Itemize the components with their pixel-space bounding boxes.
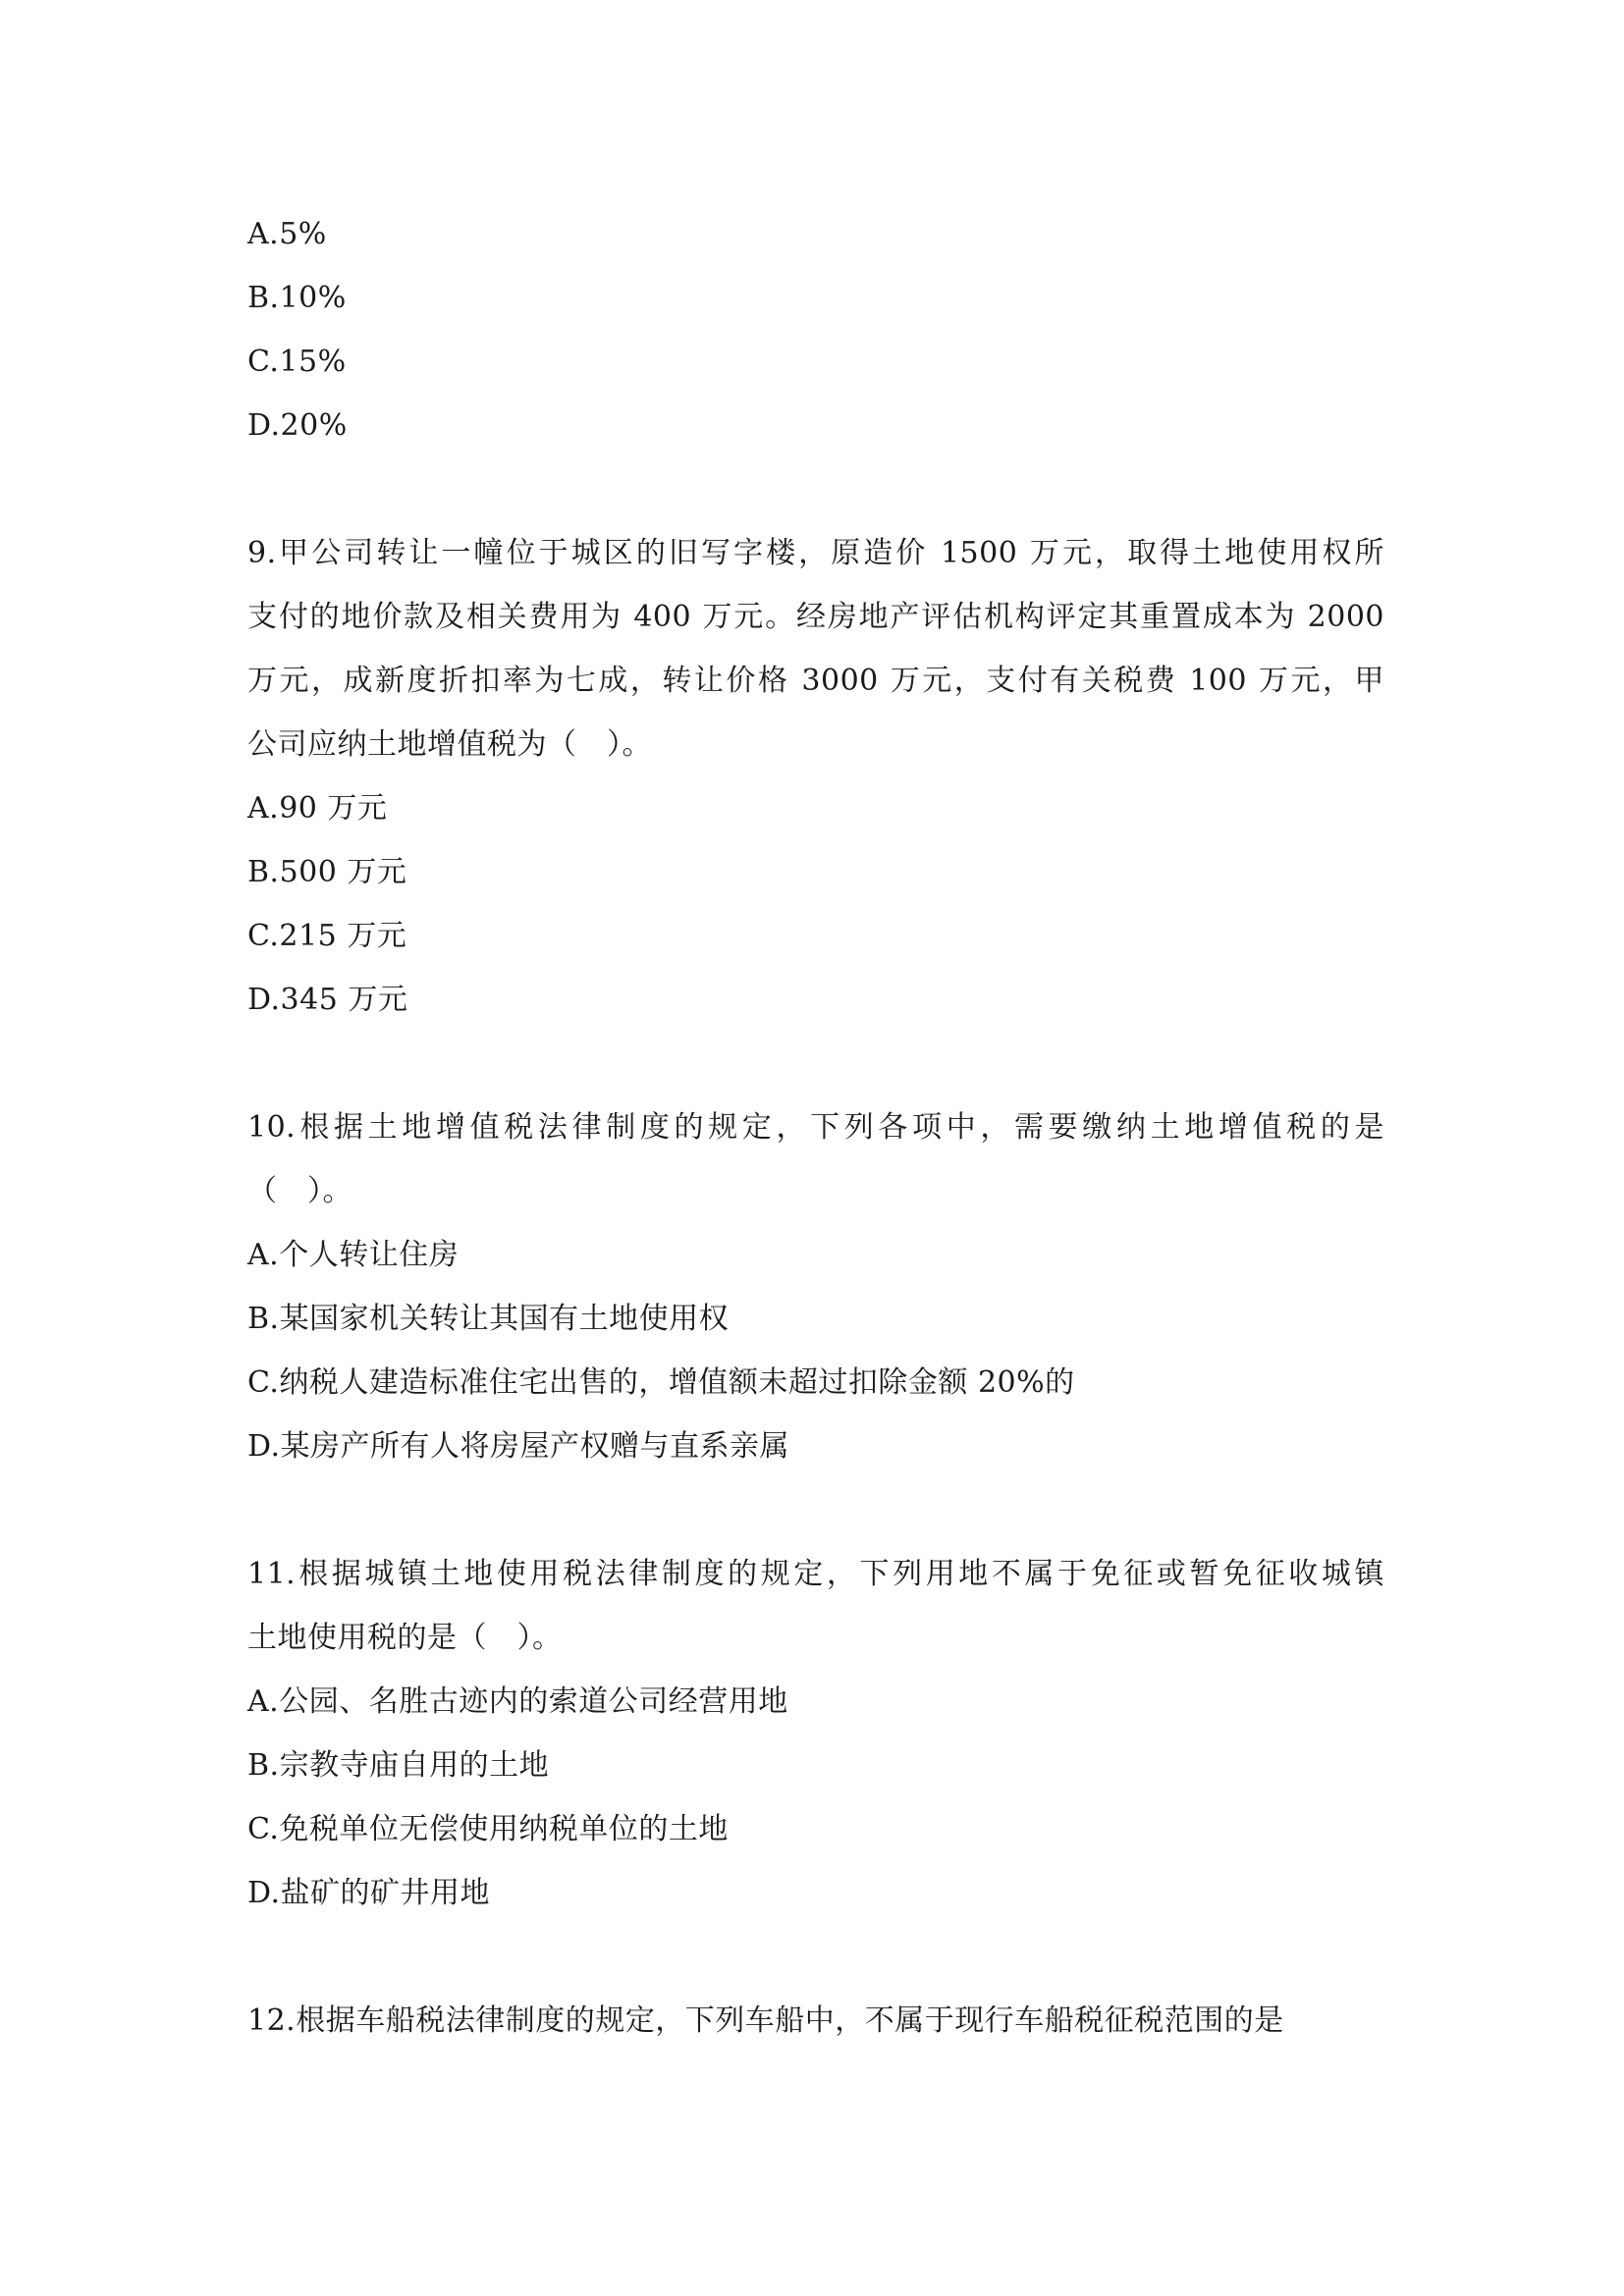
question-stem-line: 万元，成新度折扣率为七成，转让价格 3000 万元，支付有关税费 100 万元，甲 [247, 664, 1384, 698]
answer-options [247, 1670, 1384, 1925]
question-stem [247, 521, 1384, 776]
answer-option: C.免税单位无偿使用纳税单位的土地 [247, 1812, 729, 1846]
question-block [247, 1989, 1384, 2053]
options-block [247, 202, 1384, 457]
answer-options [247, 776, 1384, 1032]
answer-options [247, 1223, 1384, 1478]
question-stem-line: 支付的地价款及相关费用为 400 万元。经房地产评估机构评定其重置成本为 2000 [247, 600, 1384, 634]
answer-options [247, 202, 1384, 457]
question-stem-line: 12.根据车船税法律制度的规定，下列车船中，不属于现行车船税征税范围的是 [247, 2003, 1284, 2038]
answer-option: D.20% [247, 408, 348, 443]
answer-option: D.盐矿的矿井用地 [247, 1876, 491, 1910]
question-spacer [247, 1478, 1384, 1542]
question-stem-line: （ ）。 [247, 1174, 352, 1208]
answer-option: C.215 万元 [247, 919, 407, 953]
answer-option: A.5% [247, 217, 327, 251]
answer-option: A.90 万元 [247, 791, 388, 826]
answer-option: A.公园、名胜古迹内的索道公司经营用地 [247, 1684, 788, 1719]
answer-option: B.宗教寺庙自用的土地 [247, 1748, 550, 1783]
answer-option: B.某国家机关转让其国有土地使用权 [247, 1302, 730, 1336]
answer-option: B.500 万元 [247, 855, 407, 889]
question-stem [247, 1542, 1384, 1670]
question-block [247, 521, 1384, 1032]
answer-option: D.某房产所有人将房屋产权赠与直系亲属 [247, 1429, 790, 1464]
question-stem-line: 9.甲公司转让一幢位于城区的旧写字楼，原造价 1500 万元，取得土地使用权所 [247, 536, 1384, 570]
answer-option: C.纳税人建造标准住宅出售的，增值额未超过扣除金额 20%的 [247, 1365, 1075, 1400]
question-stem [247, 1989, 1384, 2053]
question-spacer [247, 1032, 1384, 1095]
question-stem-line: 10.根据土地增值税法律制度的规定，下列各项中，需要缴纳土地增值税的是 [247, 1110, 1384, 1145]
answer-option: C.15% [247, 345, 347, 379]
document-content [247, 202, 1384, 2053]
question-spacer [247, 1925, 1384, 1989]
question-stem-line: 11.根据城镇土地使用税法律制度的规定，下列用地不属于免征或暂免征收城镇 [247, 1557, 1384, 1591]
answer-option: B.10% [247, 281, 347, 315]
question-block [247, 1542, 1384, 1925]
question-block [247, 1095, 1384, 1478]
question-stem-line: 公司应纳土地增值税为（ ）。 [247, 727, 652, 762]
question-spacer [247, 457, 1384, 521]
question-stem [247, 1095, 1384, 1223]
answer-option: D.345 万元 [247, 983, 408, 1017]
question-stem-line: 土地使用税的是（ ）。 [247, 1621, 563, 1655]
answer-option: A.个人转让住房 [247, 1238, 460, 1272]
